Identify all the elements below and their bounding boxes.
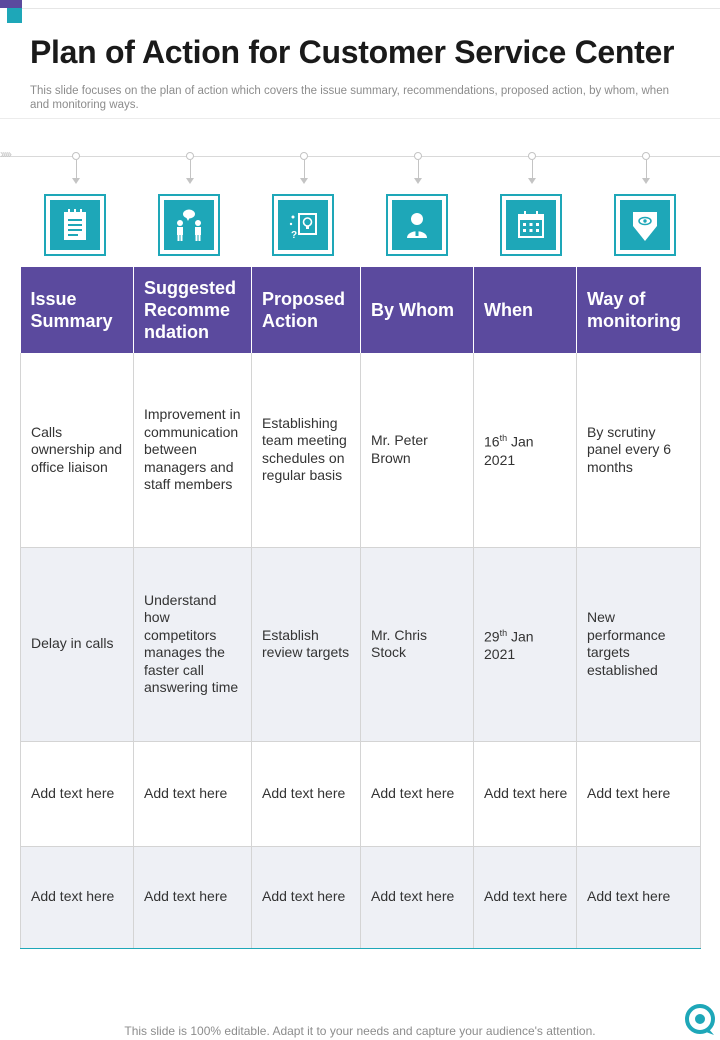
calendar-icon: [514, 208, 548, 242]
page-title: Plan of Action for Customer Service Center: [30, 34, 675, 70]
chevrons-icon: ›››››: [0, 147, 10, 161]
timeline-connector: [71, 152, 81, 186]
top-rule: [22, 8, 720, 9]
header-recommendation: Suggested Recomme ndation: [134, 267, 252, 353]
when-day: 16: [484, 434, 500, 451]
when-suffix: th: [499, 627, 508, 638]
footer-note: This slide is 100% editable. Adapt it to your needs and capture your audience's attention.: [124, 1024, 596, 1038]
user-icon-box: [386, 194, 448, 256]
when-rest: Jan 2021: [484, 434, 534, 468]
cell-by-whom: Add text here: [361, 741, 474, 846]
notepad-icon: [60, 208, 90, 242]
cell-monitoring: New performance targets established: [577, 547, 701, 741]
timeline-line: [0, 156, 720, 157]
cell-issue: Add text here: [21, 741, 134, 846]
calendar-icon-box: [500, 194, 562, 256]
corner-accent-teal: [7, 8, 22, 23]
cell-when: Add text here: [474, 741, 577, 846]
timeline-connector: [641, 152, 651, 186]
notepad-icon-box: [44, 194, 106, 256]
table-row: [21, 741, 701, 846]
header-by-whom: By Whom: [361, 267, 474, 353]
header-divider: [0, 118, 720, 119]
cell-when: [474, 547, 577, 741]
cell-by-whom: Mr. Peter Brown: [361, 353, 474, 547]
timeline-connector: [185, 152, 195, 186]
cell-monitoring: Add text here: [577, 846, 701, 948]
location-icon-box: [614, 194, 676, 256]
table-row: [21, 547, 701, 741]
cell-recommendation: Understand how competitors manages the faster call answering time: [134, 547, 252, 741]
cell-action: Add text here: [252, 846, 361, 948]
when-rest: Jan 2021: [484, 628, 534, 662]
cell-action: Add text here: [252, 741, 361, 846]
cell-action: Establish review targets: [252, 547, 361, 741]
plan-table: [20, 267, 701, 949]
table-row: [21, 846, 701, 948]
cell-recommendation: Improvement in communication between managers and staff members: [134, 353, 252, 547]
cell-recommendation: Add text here: [134, 846, 252, 948]
when-day: 29: [484, 628, 500, 645]
when-suffix: th: [499, 433, 508, 444]
cell-issue: Calls ownership and office liaison: [21, 353, 134, 547]
cell-monitoring: By scrutiny panel every 6 months: [577, 353, 701, 547]
cell-issue: Delay in calls: [21, 547, 134, 741]
cell-action: Establishing team meeting schedules on regular basis: [252, 353, 361, 547]
cell-when: Add text here: [474, 846, 577, 948]
table-row: [21, 353, 701, 547]
corner-accent-purple: [0, 0, 22, 8]
timeline-connector: [413, 152, 423, 186]
cell-recommendation: Add text here: [134, 741, 252, 846]
header-when: When: [474, 267, 577, 353]
brand-logo-icon: [682, 1002, 718, 1038]
timeline-connector: [299, 152, 309, 186]
team-discussion-icon: [172, 208, 206, 242]
idea-board-icon-box: [272, 194, 334, 256]
header-way-of-monitoring: Way of monitoring: [577, 267, 701, 353]
page-subtitle: This slide focuses on the plan of action which covers the issue summary, recommendations, proposed action, by whom, when and monitoring ways.: [30, 85, 669, 111]
table-header-row: [21, 267, 701, 353]
svg-text:?: ?: [291, 230, 298, 241]
cell-when: [474, 353, 577, 547]
location-pin-icon: [628, 206, 662, 244]
team-icon-box: [158, 194, 220, 256]
header-issue-summary: Issue Summary: [21, 267, 134, 353]
idea-board-icon: [286, 208, 320, 242]
cell-by-whom: Add text here: [361, 846, 474, 948]
user-profile-icon: [400, 208, 434, 242]
cell-issue: Add text here: [21, 846, 134, 948]
header-proposed-action: Proposed Action: [252, 267, 361, 353]
cell-by-whom: Mr. Chris Stock: [361, 547, 474, 741]
timeline-connector: [527, 152, 537, 186]
cell-monitoring: Add text here: [577, 741, 701, 846]
